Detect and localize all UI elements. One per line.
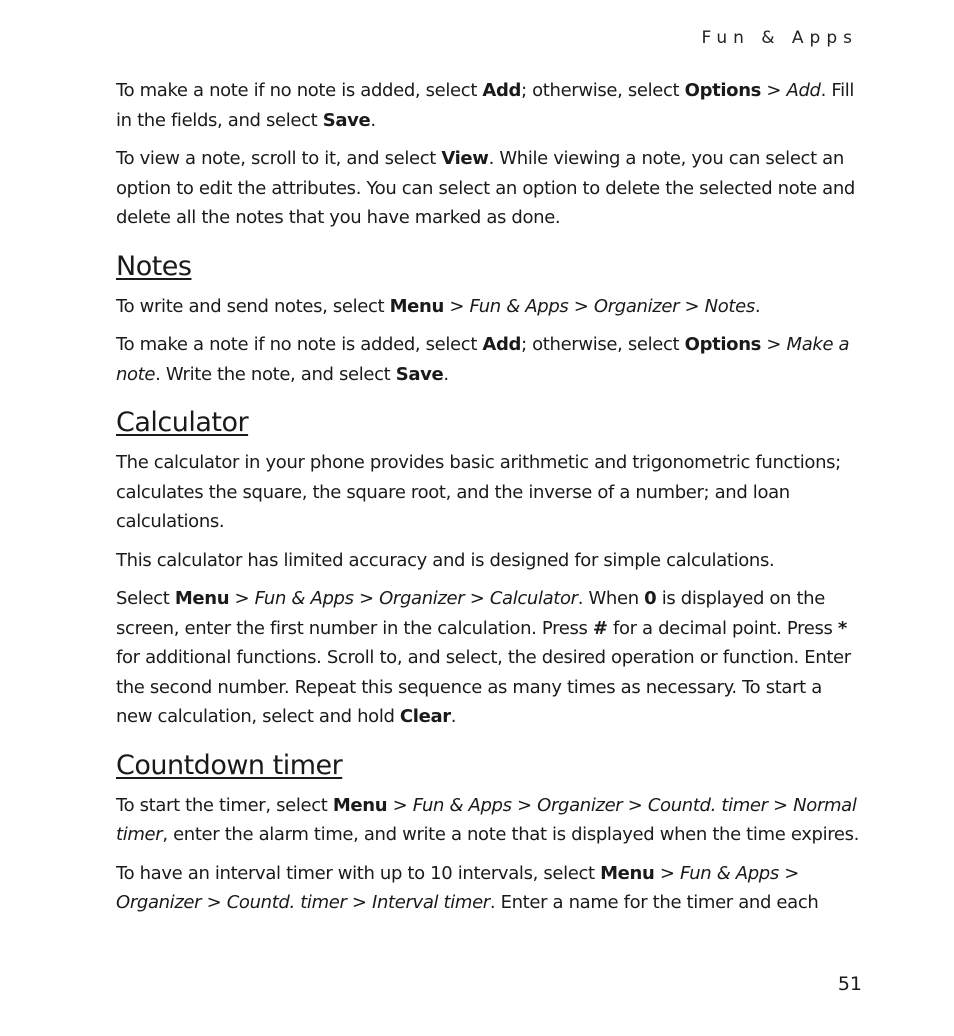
countdown-paragraph-normal: To start the timer, select Menu > Fun & Apps > Organizer > Countd. timer > Normal timer, enter the alarm time, and write a note that is displayed when the time expires. [116,794,860,845]
running-header: Fun & Apps [701,28,858,48]
notes-paragraph-make: To make a note if no note is added, select Add; otherwise, select Options > Make a note. Write the note, and select Save. [116,334,850,385]
countdown-paragraph-interval: To have an interval timer with up to 10 intervals, select Menu > Fun & Apps > Organizer > Countd. timer > Interval timer. Enter a name for the timer and each [116,862,819,913]
notes-heading: Notes [116,250,192,282]
calculator-paragraph-intro: The calculator in your phone provides basic arithmetic and trigonometric functions; calculates the square, the square root, and the inverse of a number; and loan calculations. [116,452,841,532]
calculator-heading: Calculator [116,407,249,438]
calculator-paragraph-usage: Select Menu > Fun & Apps > Organizer > Calculator. When 0 is displayed on the screen, enter the first number in the calculation. Press # for a decimal point. Press * for additional functions. Scroll to, and select, the desired operation or function. Enter the second number. Repeat this sequence as many times as necessary. To start a new calculation, select and hold Clear. [116,588,851,727]
page-content [116,76,862,927]
page-number: 51 [837,973,862,995]
intro-paragraph-add-note: To make a note if no note is added, select Add; otherwise, select Options > Add. Fill in the fields, and select Save. [116,80,855,131]
notes-paragraph-write: To write and send notes, select Menu > Fun & Apps > Organizer > Notes. [116,295,761,317]
countdown-heading: Countdown timer [116,749,343,781]
intro-paragraph-view-note: To view a note, scroll to it, and select View. While viewing a note, you can select an option to edit the attributes. You can select an option to delete the selected note and delete all the notes that you have marked as done. [116,148,855,228]
calculator-paragraph-accuracy: This calculator has limited accuracy and is designed for simple calculations. [116,549,775,571]
